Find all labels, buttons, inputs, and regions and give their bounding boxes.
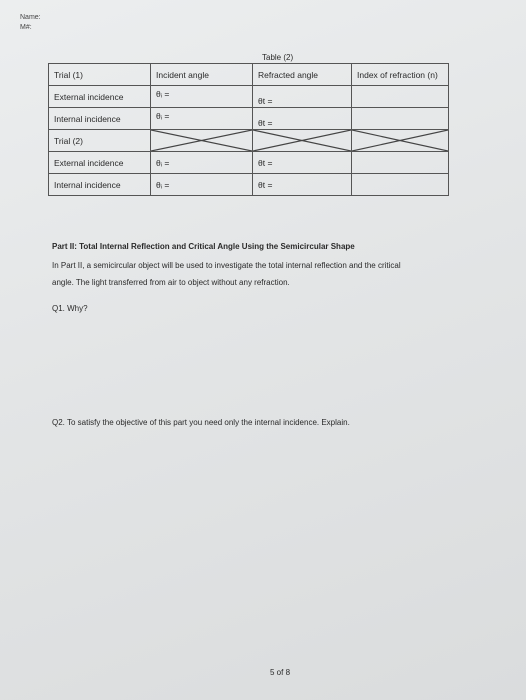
incident-angle-value: θᵢ = bbox=[156, 179, 170, 190]
table-row bbox=[49, 152, 449, 174]
header-index-of-refraction: Index of refraction (n) bbox=[352, 64, 449, 86]
table-row bbox=[49, 108, 449, 130]
question-2: Q2. To satisfy the objective of this part you need only the internal incidence. Explain. bbox=[52, 418, 350, 427]
row-label: Trial (2) bbox=[49, 130, 151, 152]
row-label: Internal incidence bbox=[49, 108, 151, 130]
incident-angle-cell[interactable] bbox=[151, 86, 253, 108]
crossed-out-cell bbox=[151, 130, 253, 152]
refracted-angle-cell[interactable] bbox=[253, 174, 352, 196]
name-label: Name: bbox=[20, 14, 41, 21]
id-label: M#: bbox=[20, 24, 32, 31]
header-refracted-angle: Refracted angle bbox=[253, 64, 352, 86]
question-1: Q1. Why? bbox=[52, 304, 88, 313]
row-label: External incidence bbox=[49, 152, 151, 174]
table-row bbox=[49, 86, 449, 108]
refracted-angle-value: θt = bbox=[258, 117, 273, 128]
part2-heading: Part II: Total Internal Reflection and Critical Angle Using the Semicircular Shape bbox=[52, 242, 355, 251]
refracted-angle-value: θt = bbox=[258, 157, 273, 168]
incident-angle-cell[interactable] bbox=[151, 152, 253, 174]
header-incident-angle: Incident angle bbox=[151, 64, 253, 86]
index-of-refraction-cell[interactable] bbox=[352, 174, 449, 196]
incident-angle-cell[interactable] bbox=[151, 174, 253, 196]
index-of-refraction-cell[interactable] bbox=[352, 152, 449, 174]
crossed-out-cell bbox=[352, 130, 449, 152]
page-number: 5 of 8 bbox=[270, 668, 291, 677]
header-trial: Trial (1) bbox=[49, 64, 151, 86]
refracted-angle-cell[interactable] bbox=[253, 86, 352, 108]
table-row-trial-2 bbox=[49, 130, 449, 152]
incident-angle-cell[interactable] bbox=[151, 108, 253, 130]
table-header-row bbox=[49, 64, 449, 86]
refracted-angle-cell[interactable] bbox=[253, 108, 352, 130]
table-row bbox=[49, 174, 449, 196]
incident-angle-value: θᵢ = bbox=[156, 110, 170, 121]
crossed-out-cell bbox=[253, 130, 352, 152]
index-of-refraction-cell[interactable] bbox=[352, 108, 449, 130]
refracted-angle-cell[interactable] bbox=[253, 152, 352, 174]
refracted-angle-value: θt = bbox=[258, 179, 273, 190]
refracted-angle-value: θt = bbox=[258, 95, 273, 106]
part2-intro-line1: In Part II, a semicircular object will be used to investigate the total internal reflection and the critical bbox=[52, 261, 401, 270]
row-label: External incidence bbox=[49, 86, 151, 108]
index-of-refraction-cell[interactable] bbox=[352, 86, 449, 108]
table-title: Table (2) bbox=[262, 53, 294, 62]
incident-angle-value: θᵢ = bbox=[156, 88, 170, 99]
incident-angle-value: θᵢ = bbox=[156, 157, 170, 168]
refraction-table bbox=[48, 63, 449, 196]
row-label: Internal incidence bbox=[49, 174, 151, 196]
part2-intro-line2: angle. The light transferred from air to object without any refraction. bbox=[52, 278, 290, 287]
